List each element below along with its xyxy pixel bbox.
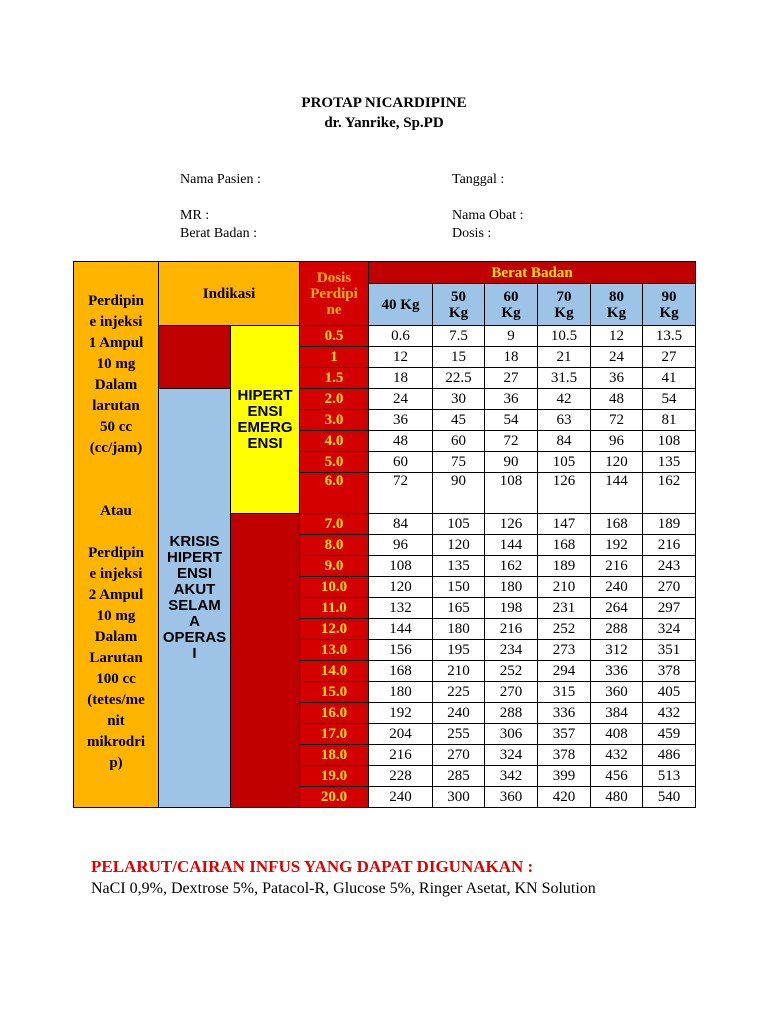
text-line: Larutan — [89, 650, 143, 666]
dose-cell: 13.0 — [300, 640, 369, 661]
value-cell: 480 — [591, 787, 643, 808]
value-cell: 288 — [591, 619, 643, 640]
value-cell: 216 — [591, 556, 643, 577]
value-cell: 45 — [433, 410, 485, 431]
value-cell: 31.5 — [538, 368, 591, 389]
text-line: Dalam — [94, 377, 138, 393]
text-line: A — [189, 613, 200, 630]
value-cell: 7.5 — [433, 326, 485, 347]
value-cell: 126 — [485, 514, 538, 535]
value-cell: 180 — [485, 577, 538, 598]
value-cell: 192 — [591, 535, 643, 556]
dose-cell: 15.0 — [300, 682, 369, 703]
text-line: Kg — [554, 304, 574, 321]
text-line — [74, 482, 158, 503]
value-cell: 204 — [369, 724, 433, 745]
text-line: I — [192, 645, 197, 662]
value-cell: 168 — [538, 535, 591, 556]
dose-cell: 6.0 — [300, 473, 369, 514]
text-line: Dalam — [94, 629, 138, 645]
value-cell: 189 — [538, 556, 591, 577]
value-cell: 210 — [433, 661, 485, 682]
text-line: ENSI — [176, 565, 212, 582]
indikasi-header: Indikasi — [159, 262, 300, 326]
value-cell: 144 — [591, 473, 643, 514]
value-cell: 357 — [538, 724, 591, 745]
field-mr: MR : — [180, 208, 210, 223]
value-cell: 96 — [591, 431, 643, 452]
value-cell: 231 — [538, 598, 591, 619]
value-cell: 120 — [591, 452, 643, 473]
text-line: Kg — [448, 304, 469, 321]
value-cell: 198 — [485, 598, 538, 619]
value-cell: 252 — [485, 661, 538, 682]
value-cell: 90 — [433, 473, 485, 514]
value-cell: 144 — [369, 619, 433, 640]
value-cell: 12 — [591, 326, 643, 347]
dose-cell: 2.0 — [300, 389, 369, 410]
value-cell: 228 — [369, 766, 433, 787]
value-cell: 270 — [643, 577, 696, 598]
value-cell: 240 — [591, 577, 643, 598]
value-cell: 9 — [485, 326, 538, 347]
text-line: Kg — [606, 304, 627, 321]
value-cell: 189 — [643, 514, 696, 535]
value-cell: 162 — [485, 556, 538, 577]
dose-cell: 1.5 — [300, 368, 369, 389]
value-cell: 360 — [485, 787, 538, 808]
text-line: 10 mg — [96, 608, 136, 624]
text-line: Kg — [659, 304, 679, 321]
value-cell: 405 — [643, 682, 696, 703]
text-line: 10 mg — [96, 356, 136, 372]
weight-header — [485, 284, 538, 326]
krisis-hipertensi-label — [159, 389, 231, 808]
value-cell: 540 — [643, 787, 696, 808]
table-row — [74, 389, 696, 410]
value-cell: 216 — [643, 535, 696, 556]
value-cell: 24 — [369, 389, 433, 410]
text-line: HIPERT — [237, 386, 293, 404]
instruction-column — [74, 262, 159, 808]
value-cell: 22.5 — [433, 368, 485, 389]
value-cell: 351 — [643, 640, 696, 661]
value-cell: 168 — [369, 661, 433, 682]
value-cell: 36 — [591, 368, 643, 389]
value-cell: 72 — [485, 431, 538, 452]
value-cell: 13.5 — [643, 326, 696, 347]
value-cell: 195 — [433, 640, 485, 661]
text-line: larutan — [92, 398, 140, 414]
text-line: ne — [326, 301, 342, 318]
value-cell: 216 — [485, 619, 538, 640]
value-cell: 165 — [433, 598, 485, 619]
text-line — [74, 461, 158, 482]
value-cell: 18 — [369, 368, 433, 389]
value-cell: 252 — [538, 619, 591, 640]
dose-cell: 3.0 — [300, 410, 369, 431]
value-cell: 378 — [538, 745, 591, 766]
text-line: AKUT — [173, 581, 216, 598]
value-cell: 96 — [369, 535, 433, 556]
text-line: p) — [109, 755, 123, 771]
value-cell: 132 — [369, 598, 433, 619]
value-cell: 240 — [369, 787, 433, 808]
value-cell: 399 — [538, 766, 591, 787]
text-line: nit — [107, 713, 125, 729]
weight-header — [369, 284, 433, 326]
text-line: mikrodri — [86, 734, 146, 750]
dose-cell: 18.0 — [300, 745, 369, 766]
text-line: 60 — [503, 288, 519, 305]
value-cell: 120 — [433, 535, 485, 556]
value-cell: 234 — [485, 640, 538, 661]
value-cell: 243 — [643, 556, 696, 577]
indikasi-red-block — [159, 326, 231, 389]
value-cell: 75 — [433, 452, 485, 473]
text-line: Perdipin — [88, 293, 144, 309]
value-cell: 108 — [643, 431, 696, 452]
weight-header — [643, 284, 696, 326]
text-line: ENSI — [247, 434, 283, 452]
dose-cell: 11.0 — [300, 598, 369, 619]
value-cell: 288 — [485, 703, 538, 724]
value-cell: 12 — [369, 347, 433, 368]
value-cell: 105 — [538, 452, 591, 473]
value-cell: 81 — [643, 410, 696, 431]
value-cell: 48 — [591, 389, 643, 410]
dose-cell: 1 — [300, 347, 369, 368]
value-cell: 420 — [538, 787, 591, 808]
text-line: 100 cc — [96, 671, 136, 687]
value-cell: 264 — [591, 598, 643, 619]
value-cell: 162 — [643, 473, 696, 514]
text-line: (cc/jam) — [89, 440, 143, 456]
text-line: Atau — [100, 503, 132, 519]
table-row — [74, 326, 696, 347]
dose-cell: 7.0 — [300, 514, 369, 535]
text-line: SELAM — [168, 597, 221, 614]
text-line: HIPERT — [166, 549, 222, 566]
value-cell: 15 — [433, 347, 485, 368]
value-cell: 225 — [433, 682, 485, 703]
text-line: Perdipi — [310, 285, 358, 302]
value-cell: 24 — [591, 347, 643, 368]
field-nama-pasien: Nama Pasien : — [180, 172, 261, 187]
field-dosis: Dosis : — [452, 226, 492, 241]
value-cell: 513 — [643, 766, 696, 787]
dose-cell: 10.0 — [300, 577, 369, 598]
value-cell: 408 — [591, 724, 643, 745]
value-cell: 108 — [369, 556, 433, 577]
dosis-header — [300, 262, 369, 326]
value-cell: 324 — [643, 619, 696, 640]
dosage-table — [73, 261, 696, 808]
value-cell: 285 — [433, 766, 485, 787]
value-cell: 255 — [433, 724, 485, 745]
text-line: Kg — [501, 304, 521, 321]
value-cell: 192 — [369, 703, 433, 724]
text-line: ENSI — [247, 402, 283, 420]
value-cell: 108 — [485, 473, 538, 514]
value-cell: 156 — [369, 640, 433, 661]
dose-cell: 16.0 — [300, 703, 369, 724]
value-cell: 306 — [485, 724, 538, 745]
text-line: Perdipin — [88, 545, 144, 561]
field-tanggal: Tanggal : — [452, 172, 505, 187]
value-cell: 315 — [538, 682, 591, 703]
value-cell: 21 — [538, 347, 591, 368]
value-cell: 72 — [369, 473, 433, 514]
value-cell: 336 — [538, 703, 591, 724]
value-cell: 30 — [433, 389, 485, 410]
value-cell: 63 — [538, 410, 591, 431]
dose-cell: 17.0 — [300, 724, 369, 745]
hipertensi-emergensi-label — [231, 326, 300, 514]
text-line: 80 — [609, 288, 625, 305]
value-cell: 54 — [643, 389, 696, 410]
dose-cell: 19.0 — [300, 766, 369, 787]
value-cell: 54 — [485, 410, 538, 431]
dose-cell: 4.0 — [300, 431, 369, 452]
value-cell: 147 — [538, 514, 591, 535]
text-line: 50 — [451, 288, 467, 305]
value-cell: 144 — [485, 535, 538, 556]
dose-cell: 0.5 — [300, 326, 369, 347]
value-cell: 273 — [538, 640, 591, 661]
weight-header — [591, 284, 643, 326]
value-cell: 270 — [485, 682, 538, 703]
value-cell: 135 — [643, 452, 696, 473]
text-line: 70 — [556, 288, 572, 305]
text-line: EMERG — [237, 418, 293, 436]
dose-cell: 8.0 — [300, 535, 369, 556]
value-cell: 84 — [538, 431, 591, 452]
value-cell: 60 — [369, 452, 433, 473]
value-cell: 300 — [433, 787, 485, 808]
text-line: Dosis — [316, 269, 352, 286]
text-line: (tetes/me — [87, 692, 145, 708]
value-cell: 41 — [643, 368, 696, 389]
value-cell: 150 — [433, 577, 485, 598]
document-subtitle: dr. Yanrike, Sp.PD — [324, 115, 444, 131]
weight-header — [538, 284, 591, 326]
text-line: KRISIS — [169, 533, 220, 550]
value-cell: 180 — [369, 682, 433, 703]
weight-header — [433, 284, 485, 326]
pelarut-list: NaCI 0,9%, Dextrose 5%, Patacol-R, Glucose 5%, Ringer Asetat, KN Solution — [91, 880, 596, 897]
value-cell: 60 — [433, 431, 485, 452]
text-line — [74, 524, 158, 545]
value-cell: 459 — [643, 724, 696, 745]
pelarut-title: PELARUT/CAIRAN INFUS YANG DAPAT DIGUNAKAN : — [91, 857, 534, 876]
value-cell: 336 — [591, 661, 643, 682]
dose-cell: 5.0 — [300, 452, 369, 473]
value-cell: 240 — [433, 703, 485, 724]
value-cell: 456 — [591, 766, 643, 787]
dose-cell: 20.0 — [300, 787, 369, 808]
value-cell: 378 — [643, 661, 696, 682]
value-cell: 342 — [485, 766, 538, 787]
value-cell: 168 — [591, 514, 643, 535]
dose-cell: 14.0 — [300, 661, 369, 682]
text-line: 2 Ampul — [88, 587, 144, 603]
value-cell: 36 — [369, 410, 433, 431]
value-cell: 10.5 — [538, 326, 591, 347]
field-berat-badan: Berat Badan : — [180, 226, 257, 241]
text-line: 1 Ampul — [88, 335, 144, 351]
text-line: e injeksi — [89, 566, 143, 582]
dose-cell: 12.0 — [300, 619, 369, 640]
value-cell: 180 — [433, 619, 485, 640]
dose-cell: 9.0 — [300, 556, 369, 577]
value-cell: 384 — [591, 703, 643, 724]
value-cell: 294 — [538, 661, 591, 682]
value-cell: 486 — [643, 745, 696, 766]
field-nama-obat: Nama Obat : — [452, 208, 524, 223]
value-cell: 210 — [538, 577, 591, 598]
document-title: PROTAP NICARDIPINE — [301, 95, 467, 111]
value-cell: 270 — [433, 745, 485, 766]
value-cell: 90 — [485, 452, 538, 473]
text-line: 90 — [661, 288, 677, 305]
value-cell: 36 — [485, 389, 538, 410]
berat-badan-header: Berat Badan — [369, 262, 696, 284]
value-cell: 42 — [538, 389, 591, 410]
value-cell: 297 — [643, 598, 696, 619]
value-cell: 432 — [643, 703, 696, 724]
text-line: e injeksi — [89, 314, 143, 330]
value-cell: 27 — [485, 368, 538, 389]
value-cell: 360 — [591, 682, 643, 703]
value-cell: 135 — [433, 556, 485, 577]
text-line: 40 Kg — [381, 296, 420, 313]
value-cell: 312 — [591, 640, 643, 661]
value-cell: 27 — [643, 347, 696, 368]
value-cell: 324 — [485, 745, 538, 766]
value-cell: 216 — [369, 745, 433, 766]
text-line: 50 cc — [99, 419, 133, 435]
indikasi-red-block — [231, 514, 300, 808]
value-cell: 432 — [591, 745, 643, 766]
value-cell: 18 — [485, 347, 538, 368]
value-cell: 48 — [369, 431, 433, 452]
value-cell: 84 — [369, 514, 433, 535]
value-cell: 126 — [538, 473, 591, 514]
value-cell: 0.6 — [369, 326, 433, 347]
value-cell: 105 — [433, 514, 485, 535]
text-line: OPERAS — [162, 629, 227, 646]
value-cell: 72 — [591, 410, 643, 431]
value-cell: 120 — [369, 577, 433, 598]
